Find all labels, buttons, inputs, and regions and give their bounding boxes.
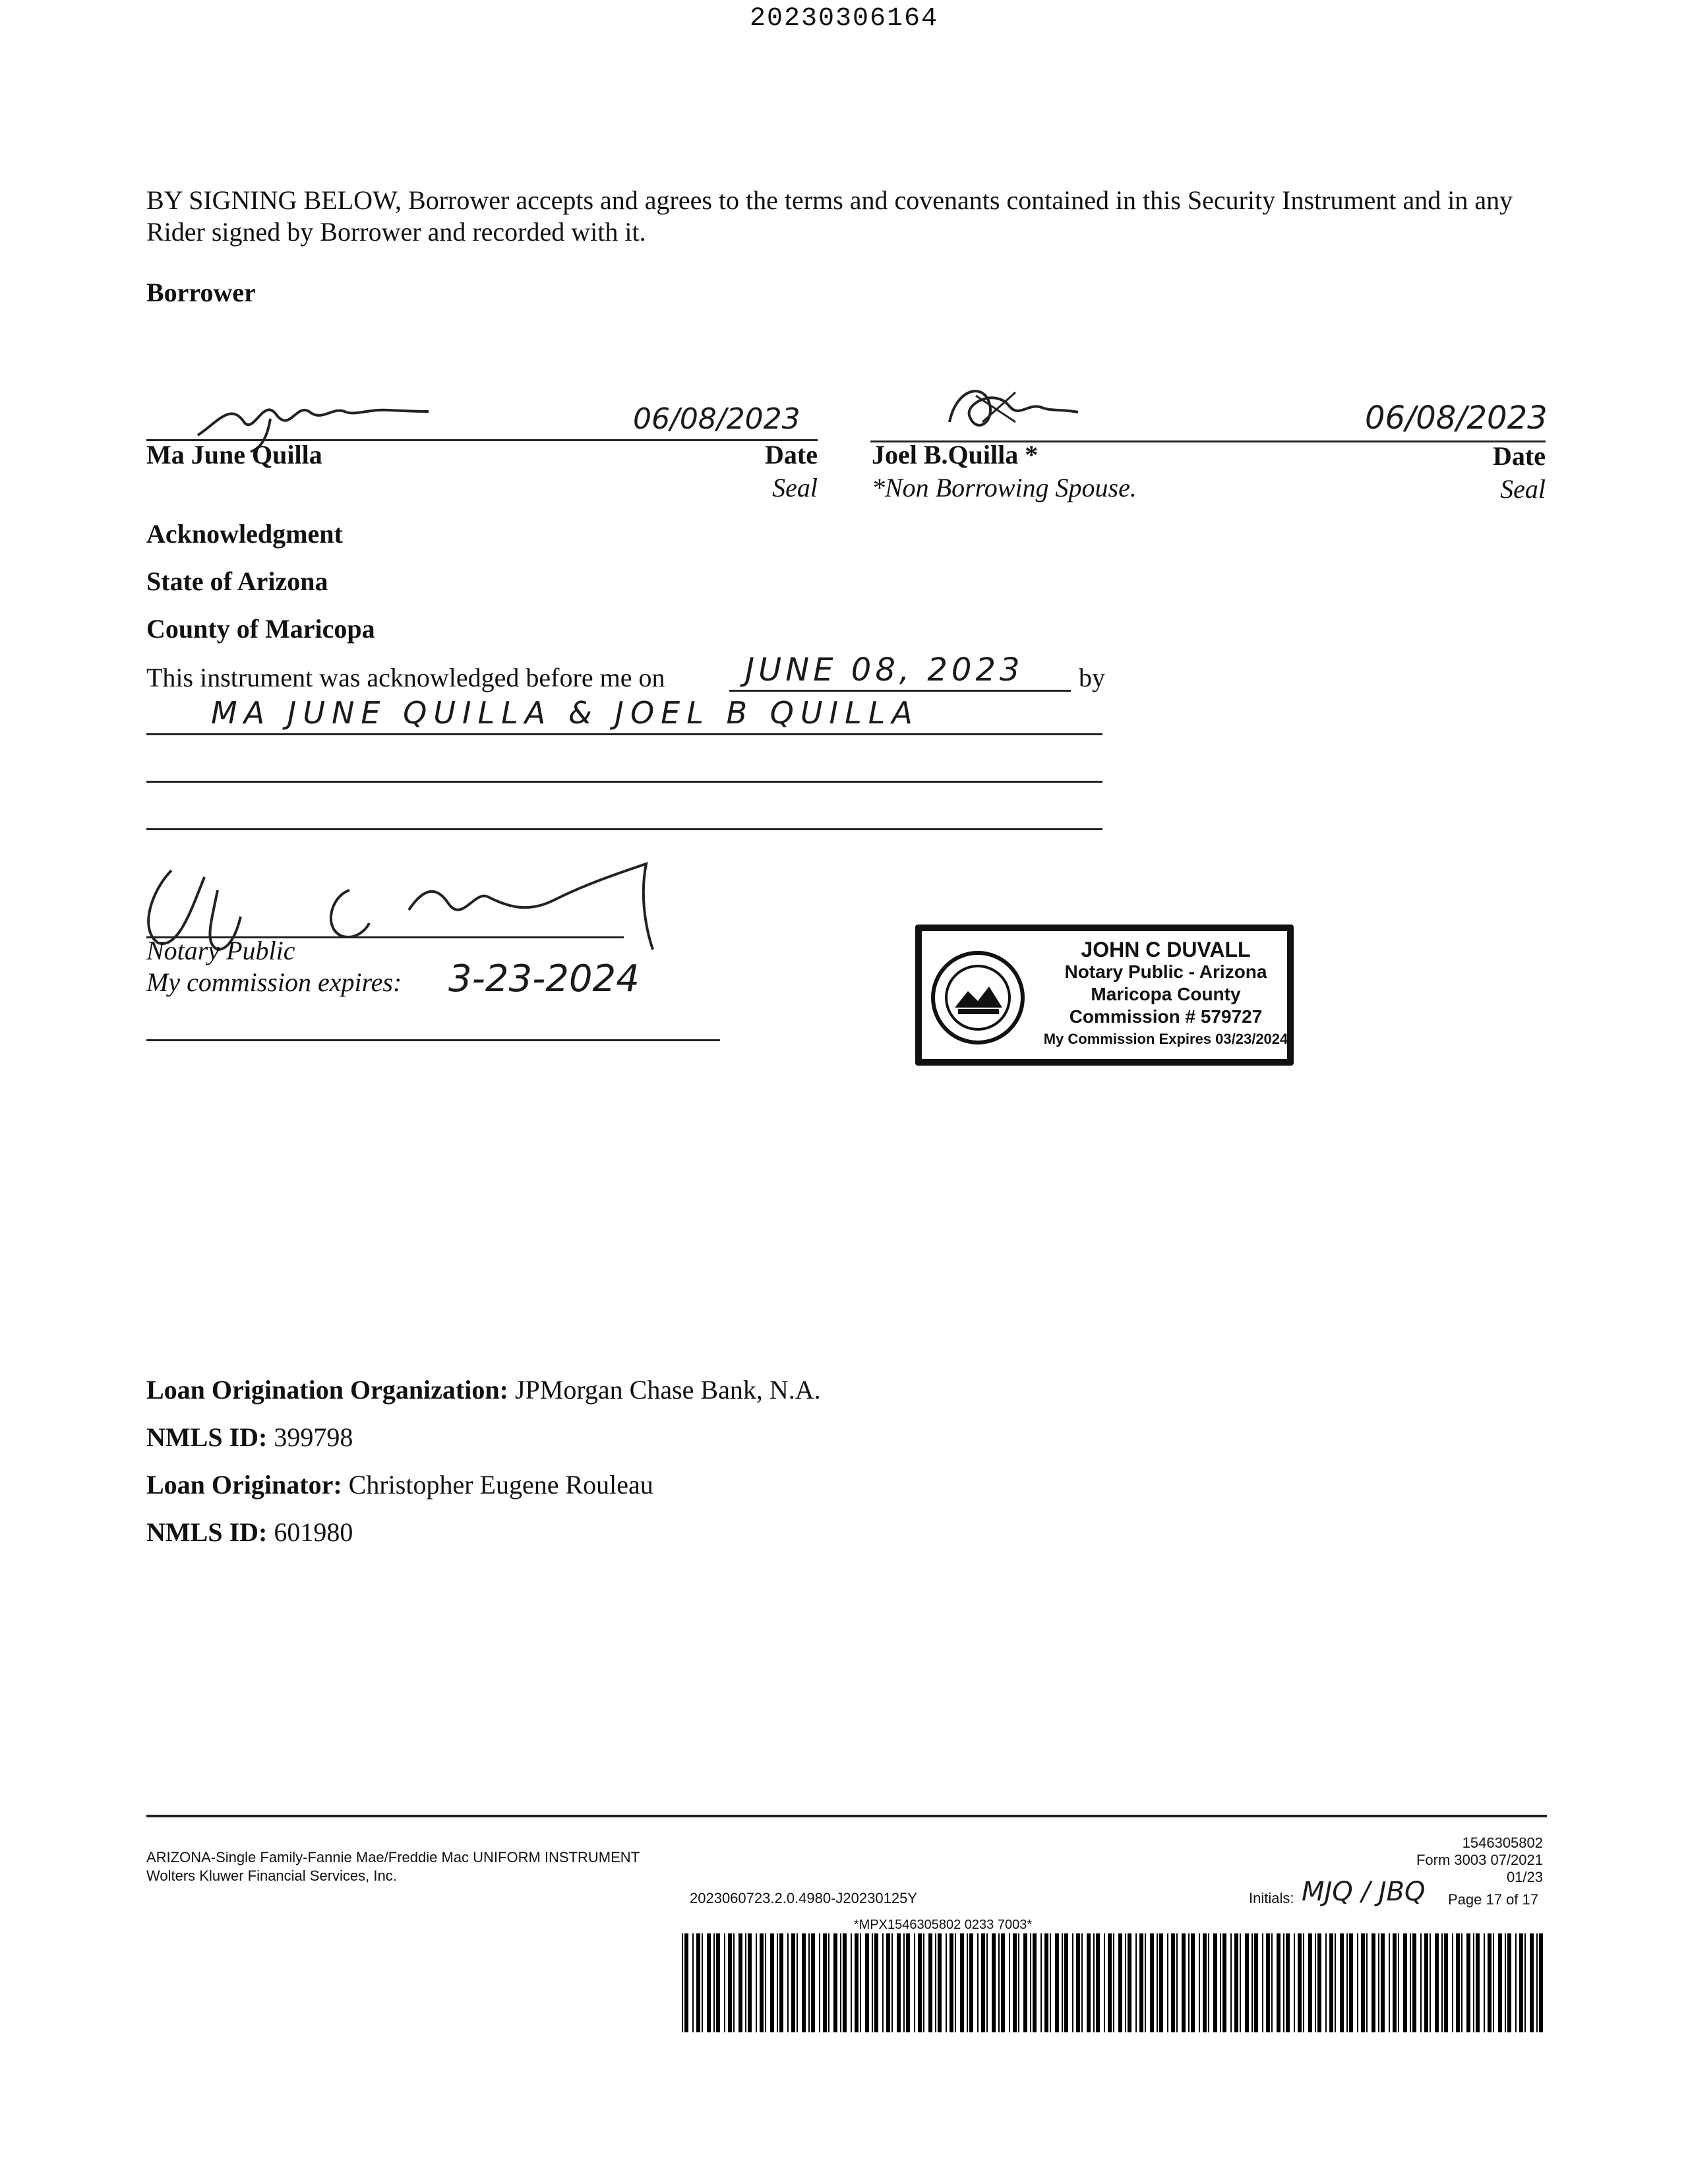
spouse-date-handwritten: 06/08/2023: [1365, 400, 1548, 437]
originator-nmls-value: 601980: [274, 1517, 353, 1547]
commission-date-handwritten: 3-23-2024: [448, 957, 640, 1000]
barcode-bar: [1435, 1933, 1439, 2032]
barcode-bar: [1505, 1933, 1506, 2032]
barcode-bar: [1266, 1933, 1270, 2032]
barcode-bar: [1484, 1933, 1485, 2032]
barcode-bar: [1329, 1933, 1333, 2032]
ack-date-handwritten: JUNE 08, 2023: [745, 652, 1024, 688]
barcode-bar: [745, 1933, 746, 2032]
barcode-bar: [874, 1933, 878, 2032]
spouse-date-label: Date: [1493, 441, 1546, 471]
barcode-bar: [1498, 1933, 1502, 2032]
barcode-bar: [1254, 1933, 1258, 2032]
barcode-bar: [1303, 1933, 1304, 2032]
barcode-bar: [977, 1933, 979, 2032]
barcode-bar: [1412, 1933, 1416, 2032]
barcode-bar: [897, 1933, 901, 2032]
barcode-bar: [738, 1933, 742, 2032]
barcode-bar: [1001, 1933, 1005, 2032]
loan-org-label: Loan Origination Organization:: [146, 1375, 508, 1405]
state-line: State of Arizona: [146, 566, 328, 596]
barcode-bar: [797, 1933, 798, 2032]
barcode-bar: [935, 1933, 936, 2032]
barcode-bar: [808, 1933, 810, 2032]
barcode-bar: [1167, 1933, 1168, 2032]
ack-by-text: by: [1079, 663, 1105, 692]
originator-value: Christopher Eugene Rouleau: [348, 1470, 653, 1500]
barcode-bar: [770, 1933, 774, 2032]
barcode-bar: [1357, 1933, 1358, 2032]
barcode-bar: [1171, 1933, 1175, 2032]
borrower-date-handwritten: 06/08/2023: [633, 402, 800, 436]
seal-county: Maricopa County: [1091, 984, 1241, 1004]
barcode-bar: [1013, 1933, 1017, 2032]
barcode-bar: [1113, 1933, 1114, 2032]
barcode-bar: [828, 1933, 829, 2032]
barcode-bar: [1072, 1933, 1073, 2032]
barcode-bar: [1159, 1933, 1163, 2032]
barcode-bar: [1381, 1933, 1385, 2032]
barcode-bar: [918, 1933, 922, 2032]
barcode-bar: [1234, 1933, 1238, 2032]
barcode-bar: [1176, 1933, 1178, 2032]
org-nmls-label: NMLS ID:: [146, 1422, 268, 1452]
barcode-bar: [1108, 1933, 1112, 2032]
org-nmls-value: 399798: [274, 1422, 353, 1452]
barcode-bar: [1050, 1933, 1051, 2032]
barcode-bar: [1346, 1933, 1348, 2032]
barcode-bar: [1018, 1933, 1019, 2032]
barcode-bar: [1519, 1933, 1523, 2032]
originator-label: Loan Originator:: [146, 1470, 342, 1500]
borrower-heading: Borrower: [146, 278, 256, 307]
barcode-bar: [1493, 1933, 1494, 2032]
barcode-bar: [1372, 1933, 1375, 2032]
spouse-note: *Non Borrowing Spouse.: [872, 473, 1137, 502]
barcode-bar: [696, 1933, 700, 2032]
barcode-bar: [1420, 1933, 1422, 2032]
barcode-bar: [843, 1933, 847, 2032]
barcode-bar: [1536, 1933, 1538, 2032]
barcode-bar: [1128, 1933, 1131, 2032]
borrower-name: Ma June Quilla: [146, 440, 322, 470]
barcode: [682, 1933, 1546, 2032]
barcode-bar: [802, 1933, 806, 2032]
originator-nmls-row: [146, 1517, 353, 1548]
form-title: ARIZONA-Single Family-Fannie Mae/Freddie Mac UNIFORM INSTRUMENT: [146, 1849, 640, 1866]
barcode-bar: [1145, 1933, 1146, 2032]
ack-names-handwritten: MA JUNE QUILLA & JOEL B QUILLA: [211, 695, 919, 731]
barcode-bar: [1222, 1933, 1226, 2032]
barcode-bar: [903, 1933, 905, 2032]
barcode-bar: [1188, 1933, 1190, 2032]
page-number: Page 17 of 17: [1448, 1891, 1539, 1908]
initials-label: Initials:: [1249, 1890, 1294, 1906]
doc-code: 2023060723.2.0.4980-J20230125Y: [690, 1890, 917, 1906]
barcode-bar: [777, 1933, 778, 2032]
barcode-bar: [1044, 1933, 1048, 2032]
barcode-bar: [891, 1933, 893, 2032]
loan-number: 1546305802: [1462, 1835, 1543, 1851]
barcode-bar: [1182, 1933, 1186, 2032]
notary-blank-line: [146, 1039, 720, 1041]
barcode-bar: [872, 1933, 873, 2032]
barcode-bar: [833, 1933, 837, 2032]
barcode-bar: [682, 1933, 683, 2032]
barcode-bar: [1230, 1933, 1232, 2032]
barcode-bar: [1199, 1933, 1200, 2032]
barcode-bar: [1466, 1933, 1470, 2032]
acknowledgment-heading: Acknowledgment: [146, 519, 343, 549]
notary-seal-stamp: [915, 925, 1294, 1066]
barcode-bar: [969, 1933, 973, 2032]
footer-rule: [146, 1815, 1547, 1817]
barcode-bar: [1389, 1933, 1390, 2032]
ack-names-line: [146, 733, 1102, 735]
barcode-bar: [1139, 1933, 1143, 2032]
barcode-bar: [733, 1933, 735, 2032]
barcode-bar: [728, 1933, 732, 2032]
barcode-bar: [1030, 1933, 1031, 2032]
barcode-bar: [998, 1933, 1000, 2032]
barcode-bar: [1040, 1933, 1042, 2032]
barcode-bar: [860, 1933, 861, 2032]
barcode-bar: [1349, 1933, 1353, 2032]
barcode-bar: [1283, 1933, 1284, 2032]
org-nmls-row: [146, 1422, 353, 1453]
barcode-bar: [1488, 1933, 1492, 2032]
barcode-bar: [950, 1933, 953, 2032]
barcode-bar: [1317, 1933, 1321, 2032]
barcode-bar: [1515, 1933, 1517, 2032]
barcode-bar: [1441, 1933, 1443, 2032]
barcode-bar: [967, 1933, 968, 2032]
barcode-bar: [1118, 1933, 1122, 2032]
barcode-bar: [756, 1933, 757, 2032]
barcode-bar: [1023, 1933, 1027, 2032]
initials-handwritten: MJQ / JBQ: [1302, 1877, 1426, 1907]
barcode-bar: [986, 1933, 988, 2032]
spouse-signature: [936, 376, 1095, 448]
barcode-bar: [819, 1933, 820, 2032]
barcode-bar: [1157, 1933, 1158, 2032]
barcode-bar: [1366, 1933, 1368, 2032]
barcode-bar: [791, 1933, 795, 2032]
barcode-bar: [1393, 1933, 1397, 2032]
barcode-bar: [1286, 1933, 1290, 2032]
notary-public-label: Notary Public: [146, 936, 295, 965]
barcode-bar: [1135, 1933, 1137, 2032]
ack-blank-line-1: [146, 781, 1102, 783]
seal-expires: My Commission Expires 03/23/2024: [1043, 1031, 1288, 1047]
barcode-bar: [914, 1933, 915, 2032]
barcode-bar: [1240, 1933, 1241, 2032]
borrower-date-label: Date: [765, 440, 818, 470]
barcode-bar: [1203, 1933, 1207, 2032]
barcode-bar: [1271, 1933, 1273, 2032]
barcode-bar: [992, 1933, 996, 2032]
barcode-bar: [702, 1933, 703, 2032]
state-seal-icon: [928, 948, 1027, 1047]
barcode-bar: [1294, 1933, 1295, 2032]
barcode-bar: [1325, 1933, 1327, 2032]
barcode-bar: [1208, 1933, 1209, 2032]
barcode-bar: [692, 1933, 694, 2032]
barcode-bar: [1150, 1933, 1154, 2032]
form-revision: 01/23: [1506, 1869, 1543, 1885]
barcode-bar: [1251, 1933, 1253, 2032]
barcode-bar: [1378, 1933, 1379, 2032]
seal-commission: Commission # 579727: [1069, 1006, 1263, 1027]
document-number: 20230306164: [749, 4, 939, 34]
barcode-bar: [1315, 1933, 1316, 2032]
barcode-bar: [928, 1933, 932, 2032]
barcode-text: *MPX1546305802 0233 7003*: [853, 1918, 1033, 1932]
barcode-bar: [1403, 1933, 1407, 2032]
barcode-bar: [923, 1933, 924, 2032]
loan-org-value: JPMorgan Chase Bank, N.A.: [514, 1375, 821, 1405]
county-line: County of Maricopa: [146, 614, 375, 644]
barcode-bar: [1277, 1933, 1281, 2032]
barcode-bar: [1539, 1933, 1543, 2032]
barcode-bar: [1430, 1933, 1431, 2032]
barcode-bar: [787, 1933, 789, 2032]
barcode-bar: [1033, 1933, 1037, 2032]
barcode-bar: [1076, 1933, 1080, 2032]
barcode-bar: [882, 1933, 884, 2032]
barcode-bar: [1530, 1933, 1534, 2032]
barcode-bar: [1476, 1933, 1480, 2032]
barcode-bar: [1361, 1933, 1365, 2032]
barcode-bar: [765, 1933, 766, 2032]
originator-row: [146, 1469, 653, 1501]
barcode-bar: [1062, 1933, 1063, 2032]
barcode-bar: [811, 1933, 815, 2032]
barcode-bar: [1461, 1933, 1462, 2032]
barcode-bar: [855, 1933, 859, 2032]
signing-statement: BY SIGNING BELOW, Borrower accepts and agrees to the terms and covenants contained in this Security Instrument and in any Rider signed by Borrower and recorded with it.: [146, 185, 1513, 247]
barcode-bar: [1444, 1933, 1448, 2032]
originator-nmls-label: NMLS ID:: [146, 1517, 268, 1547]
barcode-bar: [823, 1933, 827, 2032]
barcode-bar: [1424, 1933, 1428, 2032]
loan-org-row: [146, 1374, 821, 1406]
barcode-bar: [960, 1933, 964, 2032]
barcode-bar: [1398, 1933, 1399, 2032]
barcode-bar: [1262, 1933, 1263, 2032]
barcode-bar: [1335, 1933, 1336, 2032]
barcode-bar: [1410, 1933, 1411, 2032]
publisher: Wolters Kluwer Financial Services, Inc.: [146, 1867, 397, 1884]
barcode-bar: [748, 1933, 752, 2032]
barcode-bar: [716, 1933, 720, 2032]
barcode-bar: [865, 1933, 869, 2032]
barcode-bar: [1340, 1933, 1344, 2032]
barcode-bar: [1191, 1933, 1195, 2032]
barcode-bar: [779, 1933, 783, 2032]
barcode-bar: [724, 1933, 725, 2032]
borrower-seal-label: Seal: [772, 473, 818, 502]
barcode-bar: [1524, 1933, 1526, 2032]
form-number: Form 3003 07/2021: [1416, 1852, 1543, 1868]
spouse-name: Joel B.Quilla *: [872, 440, 1039, 470]
barcode-bar: [1093, 1933, 1095, 2032]
seal-notary-title: Notary Public - Arizona: [1064, 961, 1267, 982]
barcode-bar: [1055, 1933, 1059, 2032]
barcode-bar: [1081, 1933, 1083, 2032]
barcode-bar: [1452, 1933, 1453, 2032]
barcode-bar: [1104, 1933, 1105, 2032]
barcode-bar: [886, 1933, 890, 2032]
barcode-bar: [938, 1933, 942, 2032]
barcode-bar: [1473, 1933, 1474, 2032]
seal-notary-name: JOHN C DUVALL: [1081, 938, 1251, 961]
barcode-bar: [1220, 1933, 1221, 2032]
barcode-bar: [1213, 1933, 1217, 2032]
barcode-bar: [840, 1933, 841, 2032]
acknowledged-text: This instrument was acknowledged before me on: [146, 663, 665, 692]
barcode-bar: [1096, 1933, 1100, 2032]
barcode-bar: [955, 1933, 956, 2032]
barcode-bar: [1064, 1933, 1068, 2032]
barcode-bar: [1507, 1933, 1511, 2032]
barcode-bar: [981, 1933, 985, 2032]
barcode-bar: [851, 1933, 852, 2032]
barcode-bar: [713, 1933, 715, 2032]
barcode-bar: [1245, 1933, 1249, 2032]
barcode-bar: [707, 1933, 711, 2032]
ack-date-line: [729, 690, 1071, 692]
barcode-bar: [1087, 1933, 1091, 2032]
commission-expires-label: My commission expires:: [146, 967, 402, 997]
spouse-seal-label: Seal: [1500, 474, 1546, 504]
ack-blank-line-2: [146, 828, 1102, 830]
barcode-bar: [1009, 1933, 1010, 2032]
barcode-bar: [684, 1933, 688, 2032]
barcode-bar: [906, 1933, 910, 2032]
barcode-bar: [1125, 1933, 1126, 2032]
barcode-bar: [760, 1933, 764, 2032]
barcode-bar: [1456, 1933, 1460, 2032]
barcode-bar: [946, 1933, 947, 2032]
barcode-bar: [1298, 1933, 1302, 2032]
barcode-bar: [1308, 1933, 1312, 2032]
